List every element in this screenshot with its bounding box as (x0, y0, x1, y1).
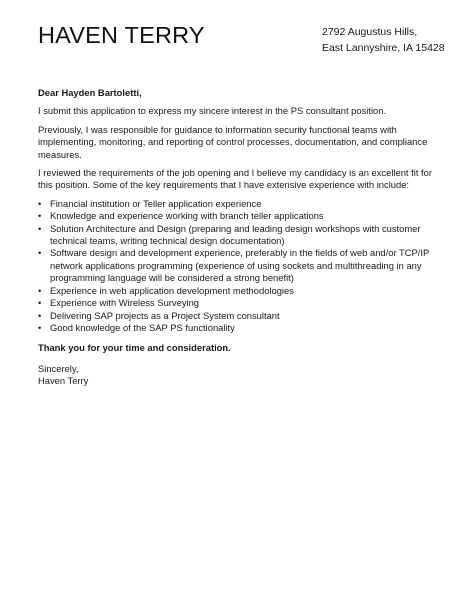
paragraph-intro: I submit this application to express my sincere interest in the PS consultant position. (38, 105, 387, 117)
letter-body (38, 87, 438, 388)
list-item: • Financial institution or Teller application experience (38, 198, 438, 210)
list-item: • Knowledge and experience working with branch teller applications (38, 210, 438, 222)
paragraph-requirements: I reviewed the requirements of the job opening and I believe my candidacy is an excellent fit for this position. Some of the key requirements that I have extensive experience with include: (38, 167, 432, 191)
signature: Haven Terry (38, 375, 89, 387)
address-line-1: 2792 Augustus Hills, (322, 26, 418, 38)
address-line-2: East Lannyshire, IA 15428 (322, 42, 445, 54)
list-item: • Experience in web application development methodologies (38, 285, 438, 297)
thank-you-line: Thank you for your time and consideration. (38, 342, 231, 354)
list-item: • Software design and development experience, preferably in the fields of web and/or TCP/IP network applications programming (experience of using sockets and multithreading in any programming language will be considered a strong benefit) (38, 247, 438, 284)
list-item: • Delivering SAP projects as a Project System consultant (38, 310, 438, 322)
paragraph-experience: Previously, I was responsible for guidance to information security functional teams with implementing, monitoring, and reporting of control processes, documentation, and compliance measures. (38, 123, 428, 160)
requirements-list (38, 198, 438, 334)
letter-header (38, 22, 445, 62)
list-item: • Good knowledge of the SAP PS functionality (38, 322, 438, 334)
list-item: • Experience with Wireless Surveying (38, 297, 438, 309)
closing: Sincerely, (38, 362, 79, 374)
salutation: Dear Hayden Bartoletti, (38, 87, 142, 98)
applicant-name: HAVEN TERRY (38, 22, 205, 48)
applicant-address (322, 24, 445, 56)
list-item: • Solution Architecture and Design (preparing and leading design workshops with customer technical teams, writing technical design documentation) (38, 223, 438, 248)
